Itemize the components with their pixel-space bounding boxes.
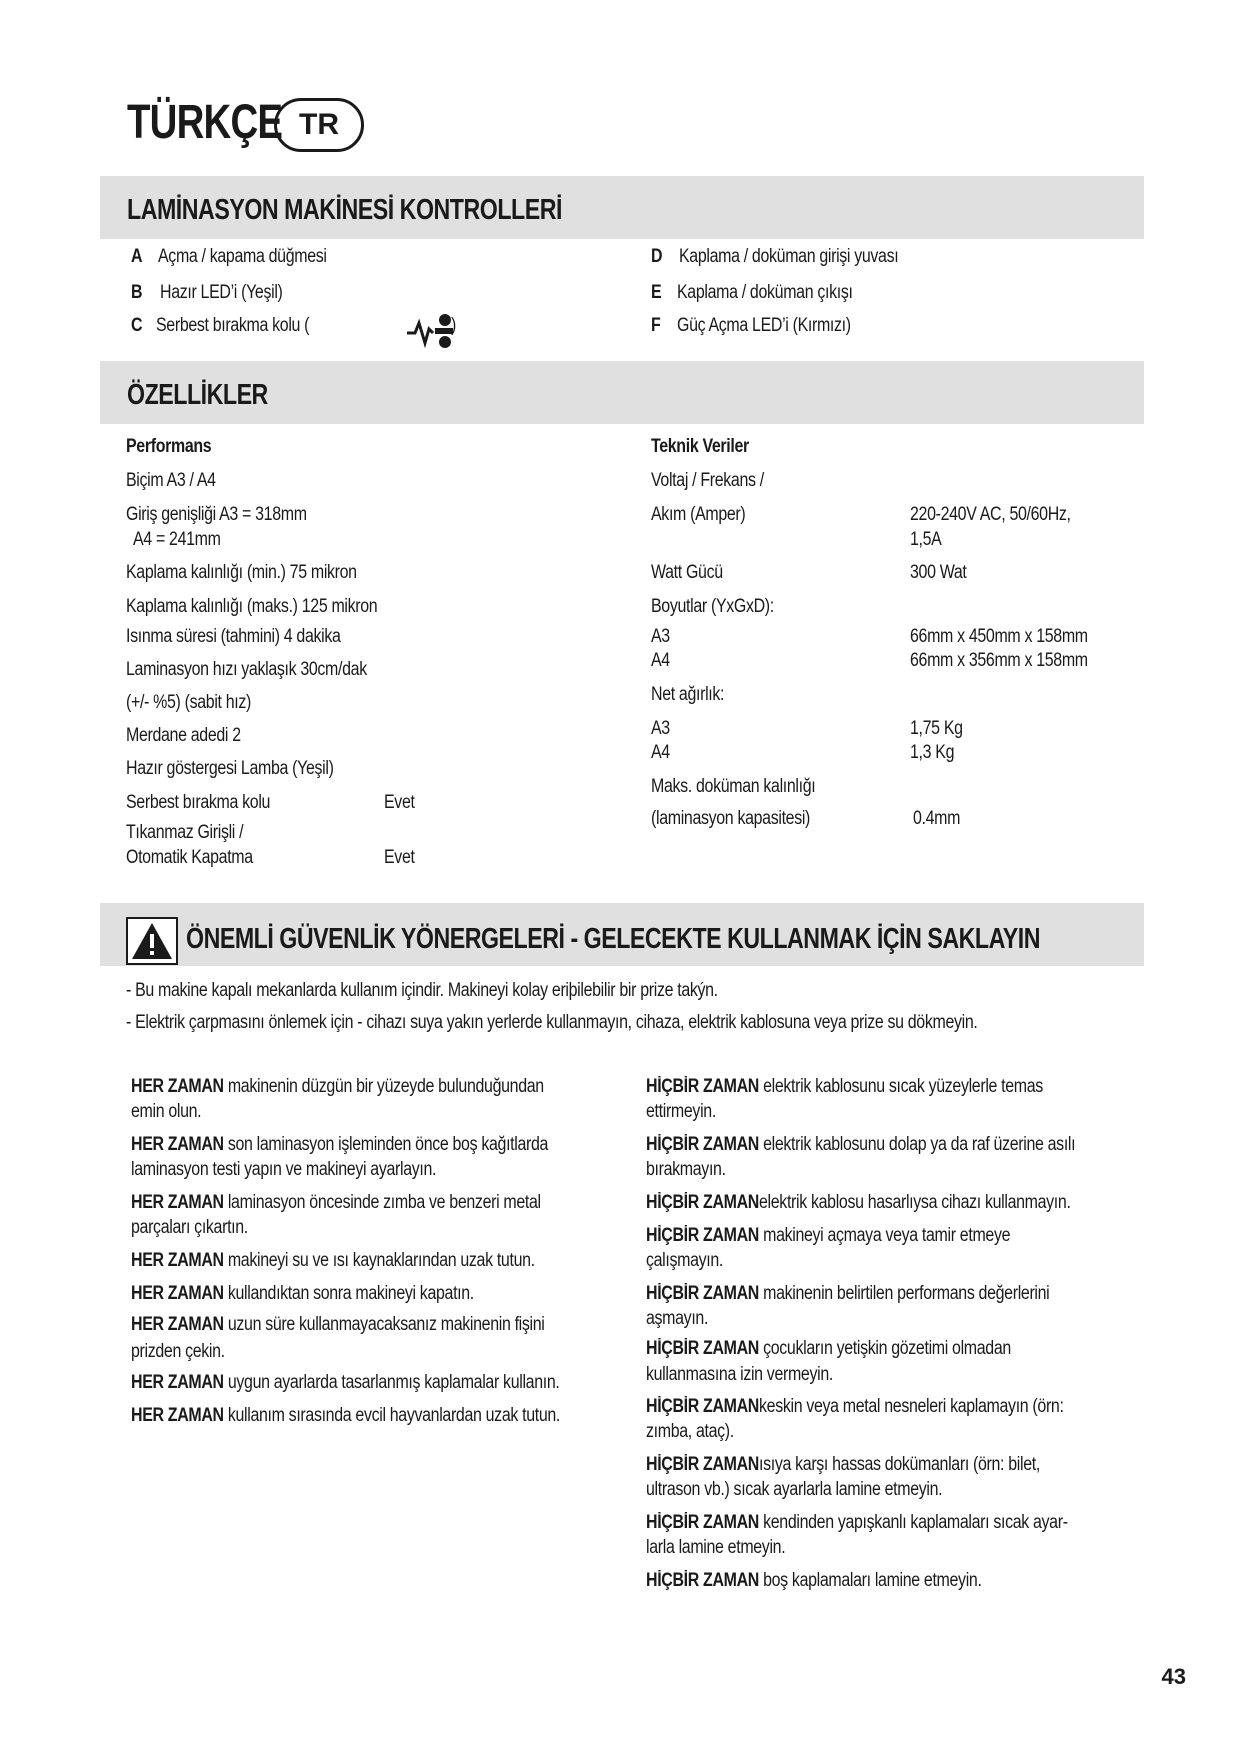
perf-entry-a3: Giriş genişliği A3 = 318mm <box>126 504 307 525</box>
never-text: ısıya karşı hassas dokümanları (örn: bilet, <box>759 1454 1040 1475</box>
always-item <box>131 1281 474 1307</box>
never-text: elektrik kablosu hasarlıysa cihazı kullanmayın. <box>759 1192 1071 1213</box>
never-item-cont: zımba, ataç). <box>646 1421 734 1442</box>
tech-watt-label: Watt Gücü <box>651 562 723 583</box>
always-item <box>131 1312 545 1338</box>
control-key-c: C <box>131 315 143 336</box>
control-key-b: B <box>131 282 143 303</box>
perf-rollers: Merdane adedi 2 <box>126 725 241 746</box>
perf-film-min: Kaplama kalınlığı (min.) 75 mikron <box>126 562 357 583</box>
control-key-a: A <box>131 246 143 267</box>
never-text: çocukların yetişkin gözetimi olmadan <box>759 1338 1011 1359</box>
control-key-e: E <box>651 282 662 303</box>
never-item <box>646 1190 1071 1216</box>
never-item <box>646 1336 1011 1362</box>
page-number: 43 <box>1161 1664 1186 1689</box>
technical-heading: Teknik Veriler <box>651 436 749 457</box>
always-prefix: HER ZAMAN <box>131 1405 224 1426</box>
always-prefix: HER ZAMAN <box>131 1076 224 1097</box>
tech-dims-label: Boyutlar (YxGxD): <box>651 596 774 617</box>
always-text: son laminasyon işleminden önce boş kağıtlarda <box>223 1134 549 1155</box>
perf-antijam-label-2: Otomatik Kapatma <box>126 847 253 868</box>
always-text: makinenin düzgün bir yüzeyde bulunduğundan <box>223 1076 544 1097</box>
tech-dims-a3-value: 66mm x 450mm x 158mm <box>910 626 1088 647</box>
never-prefix: HİÇBİR ZAMAN <box>646 1396 760 1417</box>
perf-release-label: Serbest bırakma kolu <box>126 792 271 813</box>
never-item <box>646 1510 1068 1536</box>
never-text: elektrik kablosunu dolap ya da raf üzerine asılı <box>759 1134 1076 1155</box>
always-item-cont: parçaları çıkartın. <box>131 1217 248 1238</box>
never-item-cont: aşmayın. <box>646 1308 709 1329</box>
always-prefix: HER ZAMAN <box>131 1283 224 1304</box>
perf-warmup: Isınma süresi (tahmini) 4 dakika <box>126 626 341 647</box>
always-item-cont: prizden çekin. <box>131 1341 225 1362</box>
always-prefix: HER ZAMAN <box>131 1192 224 1213</box>
page-title: TÜRKÇE <box>127 96 283 149</box>
always-item-cont: emin olun. <box>131 1101 202 1122</box>
control-label-e: Kaplama / doküman çıkışı <box>677 282 853 303</box>
always-text: uzun süre kullanmayacaksanız makinenin fişini <box>223 1314 545 1335</box>
tech-voltage-label-2: Akım (Amper) <box>651 504 746 525</box>
never-text: kendinden yapışkanlı kaplamaları sıcak ayar- <box>759 1512 1068 1533</box>
perf-release-value: Evet <box>384 792 415 813</box>
always-item-cont: laminasyon testi yapın ve makineyi ayarlayın. <box>131 1159 437 1180</box>
perf-speed: Laminasyon hızı yaklaşık 30cm/dak <box>126 659 367 680</box>
always-item <box>131 1248 535 1274</box>
always-text: uygun ayarlarda tasarlanmış kaplamalar kullanın. <box>223 1372 560 1393</box>
safety-title: ÖNEMLİ GÜVENLİK YÖNERGELERİ - GELECEKTE KULLANMAK İÇİN SAKLAYIN <box>186 923 1040 955</box>
tech-dims-a3-label: A3 <box>651 626 670 647</box>
tech-weight-a3-value: 1,75 Kg <box>910 718 963 739</box>
control-key-f: F <box>651 315 661 336</box>
tech-maxdoc-label-2: (laminasyon kapasitesi) <box>651 808 811 829</box>
never-text: elektrik kablosunu sıcak yüzeylerle temas <box>759 1076 1043 1097</box>
perf-format: Biçim A3 / A4 <box>126 470 216 491</box>
never-prefix: HİÇBİR ZAMAN <box>646 1512 760 1533</box>
perf-antijam-value: Evet <box>384 847 415 868</box>
control-label-d: Kaplama / doküman girişi yuvası <box>679 246 899 267</box>
tech-voltage-label-1: Voltaj / Frekans / <box>651 470 764 491</box>
never-prefix: HİÇBİR ZAMAN <box>646 1076 760 1097</box>
never-prefix: HİÇBİR ZAMAN <box>646 1225 760 1246</box>
tech-voltage-value-1: 220-240V AC, 50/60Hz, <box>910 504 1071 525</box>
control-label-c-close: ) <box>451 315 456 336</box>
always-item <box>131 1370 559 1396</box>
never-item-cont: ultrason vb.) sıcak ayarlarla lamine etmeyin. <box>646 1479 943 1500</box>
never-item <box>646 1568 982 1594</box>
always-item <box>131 1403 560 1429</box>
never-item-cont: ettirmeyin. <box>646 1101 716 1122</box>
never-item <box>646 1452 1040 1478</box>
tech-maxdoc-value: 0.4mm <box>913 808 961 829</box>
never-prefix: HİÇBİR ZAMAN <box>646 1454 760 1475</box>
always-text: makineyi su ve ısı kaynaklarından uzak tutun. <box>223 1250 535 1271</box>
never-prefix: HİÇBİR ZAMAN <box>646 1338 760 1359</box>
tech-weight-a3-label: A3 <box>651 718 670 739</box>
perf-ready-indicator: Hazır göstergesi Lamba (Yeşil) <box>126 758 334 779</box>
never-item <box>646 1394 1064 1420</box>
perf-speed-tolerance: (+/- %5) (sabit hız) <box>126 692 251 713</box>
control-label-b: Hazır LED’i (Yeşil) <box>160 282 283 303</box>
always-text: laminasyon öncesinde zımba ve benzeri metal <box>223 1192 541 1213</box>
never-text: boş kaplamaları lamine etmeyin. <box>759 1570 982 1591</box>
tech-weight-a4-label: A4 <box>651 742 670 763</box>
tech-voltage-value-2: 1,5A <box>910 529 942 550</box>
tech-weight-label: Net ağırlık: <box>651 684 725 705</box>
always-prefix: HER ZAMAN <box>131 1314 224 1335</box>
never-prefix: HİÇBİR ZAMAN <box>646 1283 760 1304</box>
control-label-c: Serbest bırakma kolu ( <box>156 315 310 336</box>
tech-watt-value: 300 Wat <box>910 562 967 583</box>
never-item-cont: bırakmayın. <box>646 1159 726 1180</box>
never-text: keskin veya metal nesneleri kaplamayın (örn: <box>759 1396 1064 1417</box>
always-item <box>131 1132 548 1158</box>
controls-title: LAMİNASYON MAKİNESİ KONTROLLERİ <box>127 194 562 226</box>
never-text: makineyi açmaya veya tamir etmeye <box>759 1225 1011 1246</box>
never-prefix: HİÇBİR ZAMAN <box>646 1570 760 1591</box>
always-prefix: HER ZAMAN <box>131 1372 224 1393</box>
perf-antijam-label-1: Tıkanmaz Girişli / <box>126 822 244 843</box>
control-label-a: Açma / kapama düğmesi <box>158 246 327 267</box>
always-prefix: HER ZAMAN <box>131 1134 224 1155</box>
always-item <box>131 1074 544 1100</box>
always-prefix: HER ZAMAN <box>131 1250 224 1271</box>
always-text: kullandıktan sonra makineyi kapatın. <box>223 1283 474 1304</box>
tech-maxdoc-label-1: Maks. doküman kalınlığı <box>651 776 816 797</box>
tech-dims-a4-value: 66mm x 356mm x 158mm <box>910 650 1088 671</box>
always-text: kullanım sırasında evcil hayvanlardan uzak tutun. <box>223 1405 561 1426</box>
tech-weight-a4-value: 1,3 Kg <box>910 742 955 763</box>
release-lever-icon <box>405 313 457 349</box>
never-item <box>646 1223 1010 1249</box>
language-badge: TR <box>274 98 364 152</box>
never-item <box>646 1281 1049 1307</box>
always-item <box>131 1190 541 1216</box>
never-prefix: HİÇBİR ZAMAN <box>646 1134 760 1155</box>
never-item-cont: larla lamine etmeyin. <box>646 1537 786 1558</box>
control-label-f: Güç Açma LED’i (Kırmızı) <box>677 315 851 336</box>
never-text: makinenin belirtilen performans değerlerini <box>759 1283 1050 1304</box>
safety-note-2: - Elektrik çarpmasını önlemek için - cihazı suya yakın yerlerde kullanmayın, cihaza, elektrik kablosuna veya prize su dökmeyin. <box>126 1012 978 1033</box>
never-prefix: HİÇBİR ZAMAN <box>646 1192 760 1213</box>
performance-heading: Performans <box>126 436 212 457</box>
features-title: ÖZELLİKLER <box>127 379 268 411</box>
perf-film-max: Kaplama kalınlığı (maks.) 125 mikron <box>126 596 378 617</box>
never-item-cont: çalışmayın. <box>646 1250 724 1271</box>
control-key-d: D <box>651 246 663 267</box>
never-item <box>646 1132 1075 1158</box>
perf-entry-a4: A4 = 241mm <box>133 529 221 550</box>
never-item <box>646 1074 1043 1100</box>
warning-icon <box>126 917 178 965</box>
safety-note-1: - Bu makine kapalı mekanlarda kullanım içindir. Makineyi kolay eriþilebilir bir prize takýn. <box>126 980 718 1001</box>
tech-dims-a4-label: A4 <box>651 650 670 671</box>
never-item-cont: kullanmasına izin vermeyin. <box>646 1364 833 1385</box>
